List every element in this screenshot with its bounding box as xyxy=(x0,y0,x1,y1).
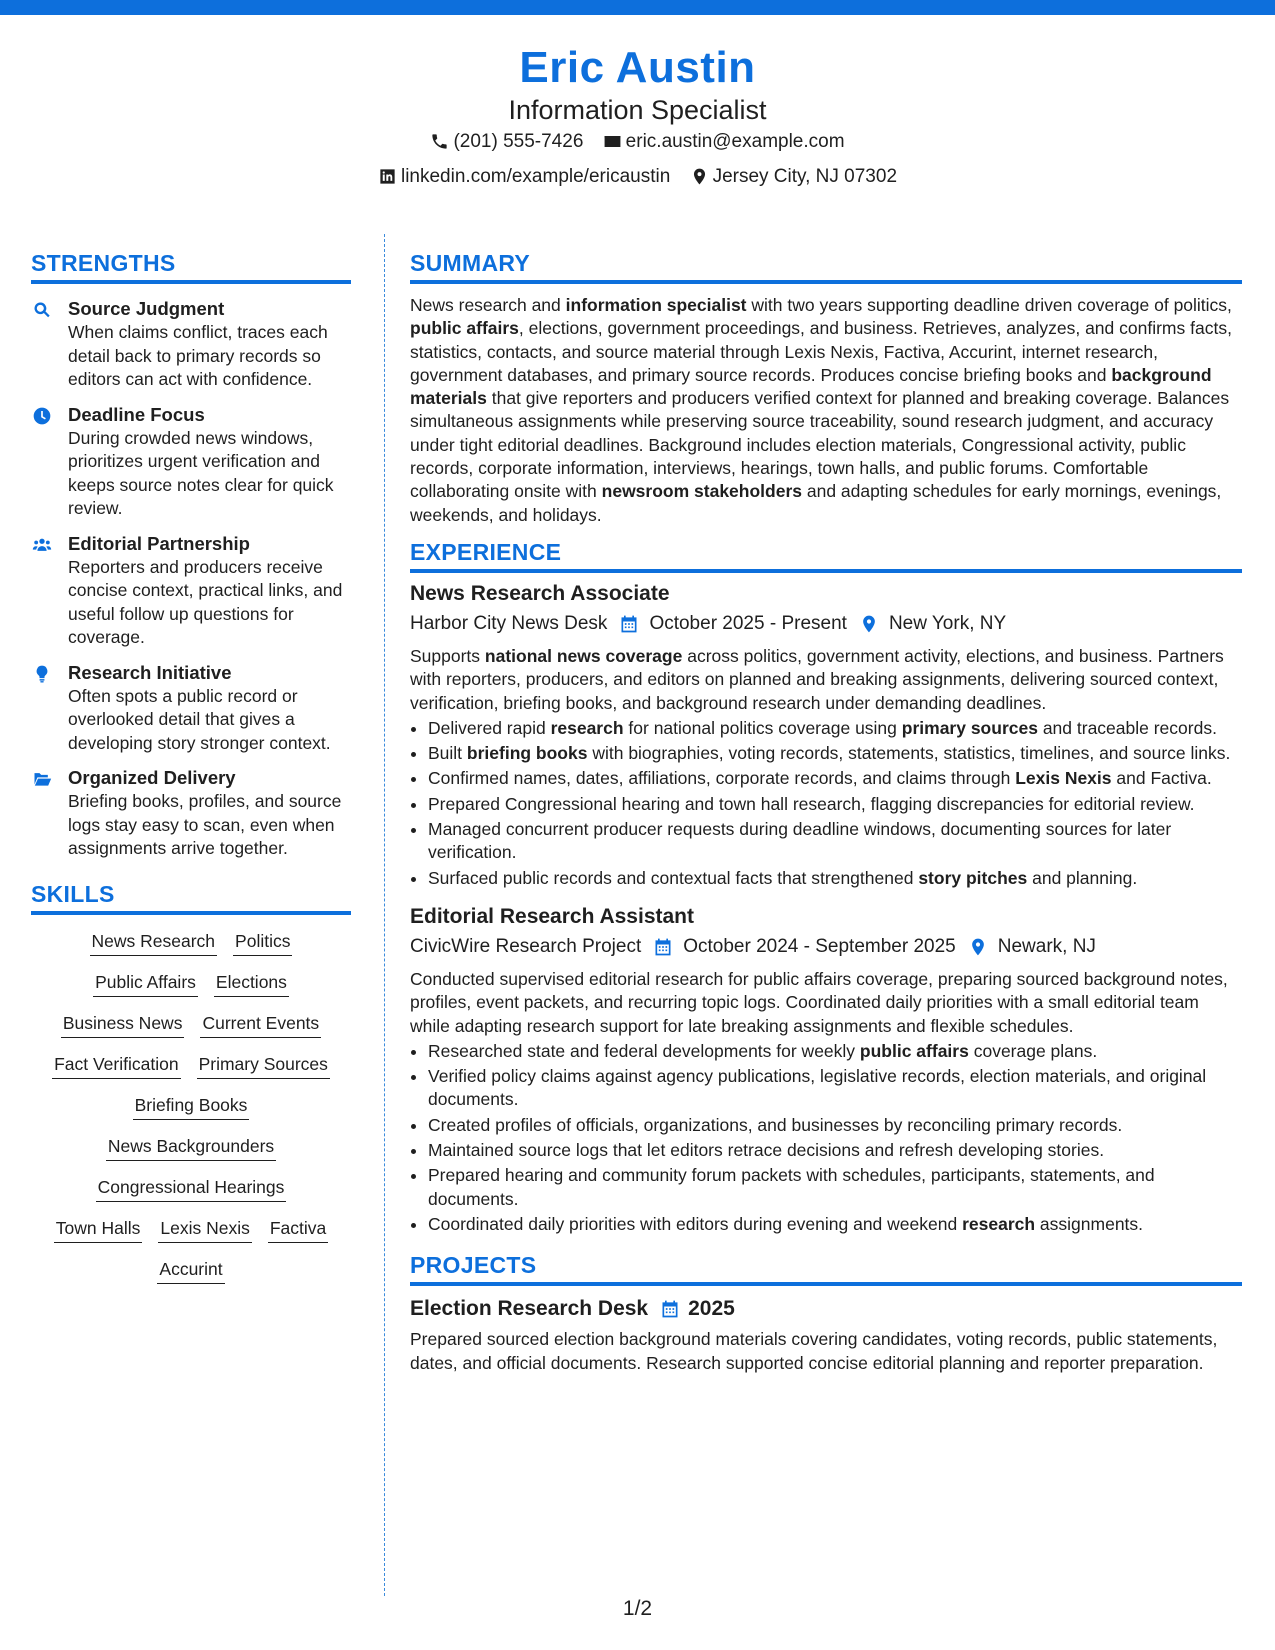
folder-open-icon xyxy=(31,769,53,789)
strength-title: Source Judgment xyxy=(68,298,225,319)
strength-text xyxy=(68,297,351,392)
job-dates-text: October 2025 - Present xyxy=(649,612,847,634)
strength-text xyxy=(68,766,351,861)
project-header xyxy=(410,1294,1242,1324)
text-segment: Surfaced public records and contextual facts that strengthened xyxy=(428,867,919,888)
job-description xyxy=(410,968,1242,1038)
bullet-item xyxy=(428,867,1242,890)
job-location-text: Newark, NJ xyxy=(997,935,1096,957)
emphasis-text: newsroom stakeholders xyxy=(601,481,802,502)
bullet-item xyxy=(428,1040,1242,1063)
skill-tag: Factiva xyxy=(268,1216,328,1243)
strength-description: Reporters and producers receive concise context, practical links, and useful follow up questions for coverage. xyxy=(68,556,343,647)
strength-item xyxy=(31,403,351,521)
project-description: Prepared sourced election background materials covering candidates, voting records, public statements, dates, and official documents. Research supported concise editorial planning and reporter preparation. xyxy=(410,1329,1218,1373)
bullet-item xyxy=(428,767,1242,790)
strength-icon-wrap xyxy=(31,766,68,861)
envelope-icon xyxy=(603,132,622,151)
job-entry xyxy=(410,902,1242,1236)
strength-title: Deadline Focus xyxy=(68,403,205,425)
text-segment: Confirmed names, dates, affiliations, corporate records, and claims through xyxy=(428,768,1016,789)
skill-row xyxy=(31,1257,351,1284)
strength-item xyxy=(31,766,351,861)
strengths-heading: STRENGTHS xyxy=(31,248,351,284)
skill-row xyxy=(31,1216,351,1243)
strength-title: Editorial Partnership xyxy=(68,532,250,554)
skill-tag: Elections xyxy=(214,970,289,997)
skill-tag: Business News xyxy=(61,1011,185,1038)
project-entry xyxy=(410,1294,1242,1375)
strength-icon-wrap xyxy=(31,661,68,756)
job-bullets xyxy=(410,1040,1242,1236)
job-description xyxy=(410,645,1242,715)
emphasis-text: research xyxy=(962,1213,1036,1234)
text-segment: and planning. xyxy=(1027,867,1138,888)
text-segment: across politics, government activity, elections, and business. Partners with reporters, producers, and editors on planned and breaking assignments, delivering sourced context, verification, briefing books, and background research under demanding deadlines. xyxy=(410,645,1224,713)
email-text: eric.austin@example.com xyxy=(625,131,845,152)
phone-icon xyxy=(430,132,449,151)
text-segment: Managed concurrent producer requests during deadline windows, documenting sources for later verification. xyxy=(428,819,1172,863)
strength-icon-wrap xyxy=(31,532,68,650)
text-segment: Maintained source logs that let editors retrace decisions and refresh developing stories. xyxy=(428,1140,1105,1161)
text-segment: Prepared hearing and community forum packets with schedules, participants, statements, and documents. xyxy=(428,1165,1155,1209)
text-segment: and adapting schedules for early mornings, evenings, weekends, and holidays. xyxy=(410,481,1222,525)
skill-tag: Fact Verification xyxy=(52,1052,181,1079)
strength-item xyxy=(31,661,351,756)
skill-row xyxy=(31,970,351,997)
job-meta xyxy=(410,609,1242,639)
phone-text: (201) 555-7426 xyxy=(453,131,584,152)
strength-description: During crowded news windows, prioritizes urgent verification and keeps source notes clear for quick review. xyxy=(68,427,334,518)
strength-description: Often spots a public record or overlooked detail that gives a developing story stronger context. xyxy=(68,685,331,753)
strengths-list xyxy=(31,297,351,861)
text-segment: Created profiles of officials, organizations, and businesses by reconciling primary records. xyxy=(428,1114,1123,1135)
bullet-item xyxy=(428,1065,1242,1112)
strength-description: Briefing books, profiles, and source logs stay easy to scan, even when assignments arrive together. xyxy=(68,791,342,858)
calendar-icon xyxy=(619,614,639,634)
emphasis-text: briefing books xyxy=(466,743,588,764)
bullet-item xyxy=(428,742,1242,765)
skill-row xyxy=(31,1052,351,1079)
text-segment: , elections, government proceedings, and business. Retrieves, analyzes, and confirms facts, statistics, contacts, and source material through Lexis Nexis, Factiva, Accurint, internet research, government databases, and primary source records. Produces concise briefing books and xyxy=(410,318,1232,385)
contact-row-2 xyxy=(0,161,1275,196)
skill-row xyxy=(31,1011,351,1038)
job-location-text: New York, NY xyxy=(888,612,1007,634)
strength-icon-wrap xyxy=(31,297,68,392)
right-column xyxy=(410,248,1242,1375)
summary-text xyxy=(410,294,1242,527)
text-segment: Researched state and federal developments for weekly xyxy=(428,1040,860,1061)
text-segment: with two years supporting deadline driven coverage of politics, xyxy=(746,295,1232,315)
skill-tag: Politics xyxy=(233,929,292,956)
bullet-item xyxy=(428,1114,1242,1137)
strength-title: Organized Delivery xyxy=(68,767,236,788)
phone-item[interactable] xyxy=(430,126,583,157)
clock-icon xyxy=(31,406,53,426)
skills-heading: SKILLS xyxy=(31,879,351,915)
emphasis-text: background materials xyxy=(410,364,1212,409)
linkedin-item[interactable] xyxy=(378,161,670,192)
search-icon xyxy=(31,300,53,320)
projects-heading: PROJECTS xyxy=(410,1250,1242,1286)
emphasis-text: information specialist xyxy=(565,295,747,315)
skill-tag: News Backgrounders xyxy=(106,1134,276,1161)
location-item xyxy=(690,161,897,192)
skill-row xyxy=(31,1093,351,1120)
project-title: Election Research Desk xyxy=(410,1297,649,1321)
linkedin-text: linkedin.com/example/ericaustin xyxy=(400,166,671,187)
linkedin-icon xyxy=(378,167,397,186)
text-segment: coverage plans. xyxy=(968,1040,1098,1061)
bullet-item xyxy=(428,818,1242,865)
skills-list xyxy=(31,929,351,1284)
skill-tag: Accurint xyxy=(157,1257,224,1284)
text-segment: Supports xyxy=(410,645,485,666)
job-location xyxy=(859,609,1006,639)
project-year: 2025 xyxy=(688,1297,735,1321)
skill-row xyxy=(31,1175,351,1202)
bullet-item xyxy=(428,717,1242,740)
job-dates xyxy=(653,932,956,962)
job-location xyxy=(968,932,1096,962)
skill-tag: Public Affairs xyxy=(93,970,198,997)
job-entry xyxy=(410,579,1242,890)
candidate-title: Information Specialist xyxy=(508,95,767,125)
top-accent-bar xyxy=(0,0,1275,15)
candidate-name: Eric Austin xyxy=(519,43,756,92)
job-title: News Research Associate xyxy=(410,581,670,605)
job-bullets xyxy=(410,717,1242,890)
text-segment: with biographies, voting records, statements, statistics, timelines, and source links. xyxy=(587,743,1231,764)
summary-heading: SUMMARY xyxy=(410,248,1242,284)
map-pin-icon xyxy=(859,614,879,634)
skill-tag: Town Halls xyxy=(54,1216,143,1243)
skill-row xyxy=(31,1134,351,1161)
text-segment: that give reporters and producers verified context for planned and breaking coverage. Balances simultaneous assignments while preserving source traceability, sound research judgment, and accuracy under tight editorial deadlines. Background includes election materials, Congressional activity, public records, corporate information, interviews, hearings, town halls, and public forums. Comfortable collaborating onsite with xyxy=(410,388,1230,502)
lightbulb-icon xyxy=(31,664,53,684)
job-meta xyxy=(410,932,1242,962)
job-title: Editorial Research Assistant xyxy=(410,904,694,928)
text-segment: for national politics coverage using xyxy=(623,717,902,738)
emphasis-text: primary sources xyxy=(901,717,1038,738)
strength-text xyxy=(68,403,351,521)
calendar-icon xyxy=(660,1299,680,1319)
contact-row-1 xyxy=(0,126,1275,161)
emphasis-text: Lexis Nexis xyxy=(1015,768,1112,789)
emphasis-text: public affairs xyxy=(410,318,519,339)
strength-description: When claims conflict, traces each detail back to primary records so editors can act with confidence. xyxy=(68,322,328,389)
skill-tag: Lexis Nexis xyxy=(158,1216,251,1243)
column-divider xyxy=(384,234,385,1596)
text-segment: assignments. xyxy=(1035,1213,1144,1234)
email-item[interactable] xyxy=(603,126,845,157)
experience-heading: EXPERIENCE xyxy=(410,537,1242,573)
projects-list xyxy=(410,1294,1242,1375)
bullet-item xyxy=(428,1213,1242,1236)
map-pin-icon xyxy=(690,167,709,186)
text-segment: Conducted supervised editorial research for public affairs coverage, preparing sourced background notes, profiles, event packets, and recurring topic logs. Coordinated daily priorities with a small editorial team while adapting research support for late breaking assignments and flexible schedules. xyxy=(410,968,1228,1036)
experience-list xyxy=(410,579,1242,1236)
job-company: CivicWire Research Project xyxy=(410,935,642,957)
emphasis-text: public affairs xyxy=(859,1040,969,1061)
left-column xyxy=(31,248,351,1298)
text-segment: Built xyxy=(428,743,467,764)
calendar-icon xyxy=(653,937,673,957)
emphasis-text: story pitches xyxy=(918,867,1028,888)
emphasis-text: research xyxy=(550,717,624,738)
resume-header xyxy=(0,40,1275,196)
emphasis-text: national news coverage xyxy=(484,645,683,666)
text-segment: Coordinated daily priorities with editors during evening and weekend xyxy=(428,1213,963,1234)
text-segment: News research and xyxy=(410,295,566,315)
map-pin-icon xyxy=(968,937,988,957)
page-indicator: 1/2 xyxy=(622,1597,653,1620)
text-segment: and traceable records. xyxy=(1037,717,1217,738)
strength-text xyxy=(68,532,351,650)
skill-tag: Congressional Hearings xyxy=(96,1175,287,1202)
job-dates xyxy=(619,609,847,639)
job-company: Harbor City News Desk xyxy=(410,612,608,634)
skill-tag: Current Events xyxy=(200,1011,321,1038)
strength-title: Research Initiative xyxy=(68,661,232,683)
skill-tag: News Research xyxy=(90,929,218,956)
text-segment: and Factiva. xyxy=(1111,768,1212,789)
bullet-item xyxy=(428,1139,1242,1162)
location-text: Jersey City, NJ 07302 xyxy=(712,166,898,187)
text-segment: Prepared Congressional hearing and town hall research, flagging discrepancies for editorial review. xyxy=(428,793,1195,814)
bullet-item xyxy=(428,1164,1242,1211)
strength-icon-wrap xyxy=(31,403,68,521)
text-segment: Verified policy claims against agency publications, legislative records, election materials, and original documents. xyxy=(428,1066,1207,1110)
skill-row xyxy=(31,929,351,956)
skill-tag: Primary Sources xyxy=(197,1052,330,1079)
text-segment: Delivered rapid xyxy=(428,717,551,738)
skill-tag: Briefing Books xyxy=(133,1093,250,1120)
strength-text xyxy=(68,661,351,756)
bullet-item xyxy=(428,793,1242,816)
strength-item xyxy=(31,297,351,392)
users-icon xyxy=(31,535,53,555)
job-dates-text: October 2024 - September 2025 xyxy=(683,935,956,957)
strength-item xyxy=(31,532,351,650)
